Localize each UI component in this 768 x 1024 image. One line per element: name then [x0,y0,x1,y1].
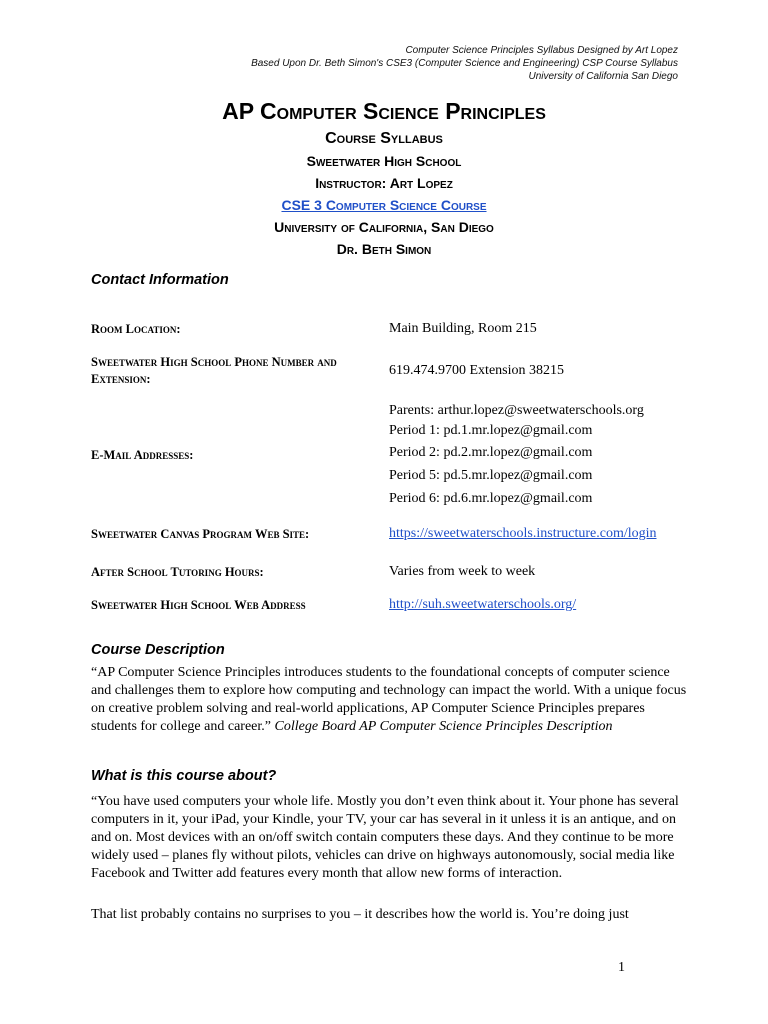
page-number: 1 [618,960,625,975]
instructor-name: Instructor: Art Lopez [315,175,453,191]
contact-row-phone [91,346,691,396]
document-subtitle: Course Syllabus [325,130,443,147]
email-period-5: Period 5: pd.5.mr.lopez@gmail.com [389,467,593,483]
header-note-line-2: Based Upon Dr. Beth Simon's CSE3 (Computer Science and Engineering) CSP Course Syllabus [251,58,678,69]
email-label: E-Mail Addresses: [91,447,194,462]
contact-row-canvas [91,514,691,554]
course-description-quote: “AP Computer Science Principles introduces students to the foundational concepts of computer science and challenges them to explore how computing and technology can impact the world. With a unique focus on creative problem solving and real-world applications, AP Computer Science Principles prepares students for college and career.” [91,665,687,734]
website-link[interactable]: http://suh.sweetwaterschools.org/ [389,597,577,612]
contact-row-tutoring [91,554,691,590]
course-link[interactable]: CSE 3 Computer Science Course [281,197,487,213]
contact-row-website [91,590,691,620]
room-label: Room Location: [91,321,181,336]
course-about-paragraph-2: That list probably contains no surprises to you – it describes how the world is. You’re doing just [91,907,629,922]
course-about-heading: What is this course about? [91,768,277,784]
contact-row-room [91,312,691,346]
document-title: AP Computer Science Principles [222,98,546,124]
professor-name: Dr. Beth Simon [336,241,432,257]
email-parents: Parents: arthur.lopez@sweetwaterschools.org [389,402,644,418]
room-value: Main Building, Room 215 [389,321,537,336]
header-note-line-3: University of California San Diego [528,71,678,82]
canvas-link[interactable]: https://sweetwaterschools.instructure.com/login [389,526,657,541]
website-label: Sweetwater High School Web Address [91,597,306,612]
tutoring-label: After School Tutoring Hours: [91,564,264,579]
course-description-text [91,664,691,736]
tutoring-value: Varies from week to week [389,564,536,579]
contact-row-email [91,396,691,514]
course-description-source: College Board AP Computer Science Principles Description [274,719,613,734]
title-block [0,96,768,260]
email-period-6: Period 6: pd.6.mr.lopez@gmail.com [389,490,593,506]
contact-heading: Contact Information [91,272,229,288]
contact-table [91,312,691,620]
email-period-1: Period 1: pd.1.mr.lopez@gmail.com [389,422,593,438]
university-name: University of California, San Diego [274,219,494,235]
canvas-label: Sweetwater Canvas Program Web Site: [91,526,310,541]
phone-label: Sweetwater High School Phone Number and Extension: [91,355,337,386]
course-about-paragraph-1: “You have used computers your whole life. Mostly you don’t even think about it. Your phone has several computers in it, your iPad, your Kindle, your TV, your car has several in it unless it is an antique, and on and on. Most devices with an on/off switch contain computers these days. And they continue to be more widely used – planes fly without pilots, vehicles can drive on highways autonomously, social media like Facebook and Twitter add features every month that allow new forms of interaction. [91,794,679,881]
course-description-heading: Course Description [91,642,225,658]
school-name: Sweetwater High School [306,153,462,169]
header-note-line-1: Computer Science Principles Syllabus Designed by Art Lopez [405,45,678,56]
header-note [78,44,678,83]
phone-value: 619.474.9700 Extension 38215 [389,363,564,378]
email-period-2: Period 2: pd.2.mr.lopez@gmail.com [389,444,593,460]
